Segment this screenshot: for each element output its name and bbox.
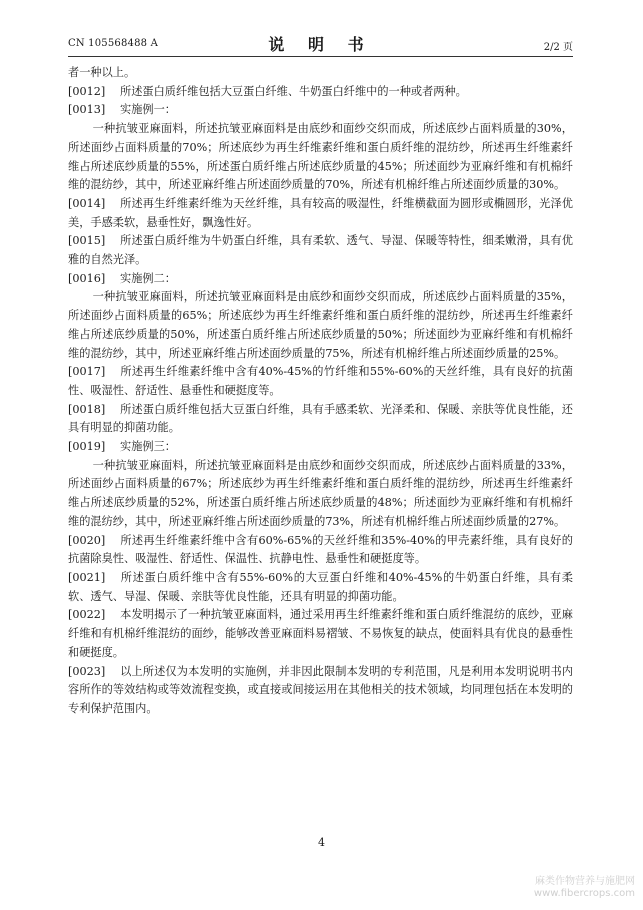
paragraph-0023: [0023] 以上所述仅为本发明的实施例，并非因此限制本发明的专利范围，凡是利用本发明说明书内容所作的等效结构或等效流程变换，或直接或间接运用在其他相关的技术领域，均同理包括在本发明的专利保护范围内。 <box>68 664 573 715</box>
section-heading: 实施例二： <box>120 271 176 285</box>
paragraph-number: [0016] <box>68 271 106 285</box>
paragraph-number: [0018] <box>68 402 106 416</box>
paragraph-continuation: 者一种以上。 <box>68 66 136 79</box>
paragraph-number: [0013] <box>68 103 106 117</box>
page-number: 4 <box>318 836 325 849</box>
paragraph-0015: [0015] 所述蛋白质纤维为牛奶蛋白纤维，具有柔软、透气、导湿、保暖等特性，细柔嫩滑，具有优雅的自然光泽。 <box>68 234 573 267</box>
document-title: 说 明 书 <box>268 35 373 54</box>
watermark-site-name: 麻类作物营养与施肥网 <box>535 876 635 887</box>
section-heading: 实施例三： <box>120 440 176 454</box>
paragraph-number: [0019] <box>68 440 106 454</box>
paragraph-example-3: 一种抗皱亚麻面料，所述抗皱亚麻面料是由底纱和面纱交织而成，所述底纱占面料质量的33%，所述面纱占面料质量的67%；所述底纱为再生纤维素纤维和蛋白质纤维的混纺纱，所述再生纤维素纤维占所述底纱质量的52%，所述蛋白质纤维占所述底纱质量的48%；所述面纱为亚麻纤维和有机棉纤维的混纺纱，其中，所述亚麻纤维占所述面纱质量的73%，所述有机棉纤维占所述面纱质量的27%。 <box>68 458 573 528</box>
paragraph-number: [0023] <box>68 664 106 678</box>
paragraph-number: [0020] <box>68 533 106 547</box>
paragraph-0020: [0020] 所述再生纤维素纤维中含有60%-65%的天丝纤维和35%-40%的甲壳素纤维，具有良好的抗菌除臭性、吸湿性、舒适性、保温性、抗静电性、悬垂性和硬挺度等。 <box>68 533 573 566</box>
section-heading: 实施例一： <box>120 103 176 117</box>
paragraph-example-2: 一种抗皱亚麻面料，所述抗皱亚麻面料是由底纱和面纱交织而成，所述底纱占面料质量的35%，所述面纱占面料质量的65%；所述底纱为再生纤维素纤维和蛋白质纤维的混纺纱，所述再生纤维素纤维占所述底纱质量的50%，所述蛋白质纤维占所述底纱质量的50%；所述面纱为亚麻纤维和有机棉纤维的混纺纱，其中，所述亚麻纤维占所述面纱质量的75%，所述有机棉纤维占所述面纱质量的25%。 <box>68 290 573 360</box>
paragraph-0022: [0022] 本发明揭示了一种抗皱亚麻面料，通过采用再生纤维素纤维和蛋白质纤维混纺的底纱，亚麻纤维和有机棉纤维混纺的面纱，能够改善亚麻面料易褶皱、不易恢复的缺点，使面料具有优良的悬垂性和硬挺度。 <box>68 608 573 659</box>
page-header <box>68 30 573 57</box>
paragraph-number: [0014] <box>68 196 106 210</box>
paragraph-0018: [0018] 所述蛋白质纤维包括大豆蛋白纤维，具有手感柔软、光泽柔和、保暖、亲肤等优良性能，还具有明显的抑菌功能。 <box>68 402 573 435</box>
paragraph-number: [0022] <box>68 608 106 622</box>
paragraph-number: [0021] <box>68 570 106 584</box>
paragraph-0021: [0021] 所述蛋白质纤维中含有55%-60%的大豆蛋白纤维和40%-45%的牛奶蛋白纤维，具有柔软、透气、导湿、保暖、亲肤等优良性能，还具有明显的抑菌功能。 <box>68 570 573 603</box>
paragraph-number: [0012] <box>68 84 106 98</box>
paragraph-0014: [0014] 所述再生纤维素纤维为天丝纤维，具有较高的吸湿性，纤维横截面为圆形或椭圆形，光泽优美，手感柔软，悬垂性好，飘逸性好。 <box>68 196 573 229</box>
paragraph-number: [0017] <box>68 365 106 379</box>
watermark <box>534 876 635 900</box>
paragraph-0013 <box>68 101 573 120</box>
paragraph-0017: [0017] 所述再生纤维素纤维中含有40%-45%的竹纤维和55%-60%的天丝纤维，具有良好的抗菌性、吸湿性、舒适性、悬垂性和硬挺度等。 <box>68 365 573 397</box>
paragraph-example-1: 一种抗皱亚麻面料，所述抗皱亚麻面料是由底纱和面纱交织而成，所述底纱占面料质量的30%，所述面纱占面料质量的70%；所述底纱为再生纤维素纤维和蛋白质纤维的混纺纱，所述再生纤维素纤维占所述底纱质量的55%，所述蛋白质纤维占所述底纱质量的45%；所述面纱为亚麻纤维和有机棉纤维的混纺纱，其中，所述亚麻纤维占所述面纱质量的70%，所述有机棉纤维占所述面纱质量的30%。 <box>68 122 573 192</box>
paragraph-number: [0015] <box>68 234 106 248</box>
paragraph-0016 <box>68 270 573 289</box>
publication-number: CN 105568488 A <box>68 38 159 49</box>
paragraph-0012: [0012] 所述蛋白质纤维包括大豆蛋白纤维、牛奶蛋白纤维中的一种或者两种。 <box>68 83 573 102</box>
document-body <box>68 64 573 719</box>
page-indicator: 2/2 页 <box>543 42 573 53</box>
paragraph-0019 <box>68 438 573 457</box>
watermark-url: www.fibercrops.com <box>533 888 635 899</box>
